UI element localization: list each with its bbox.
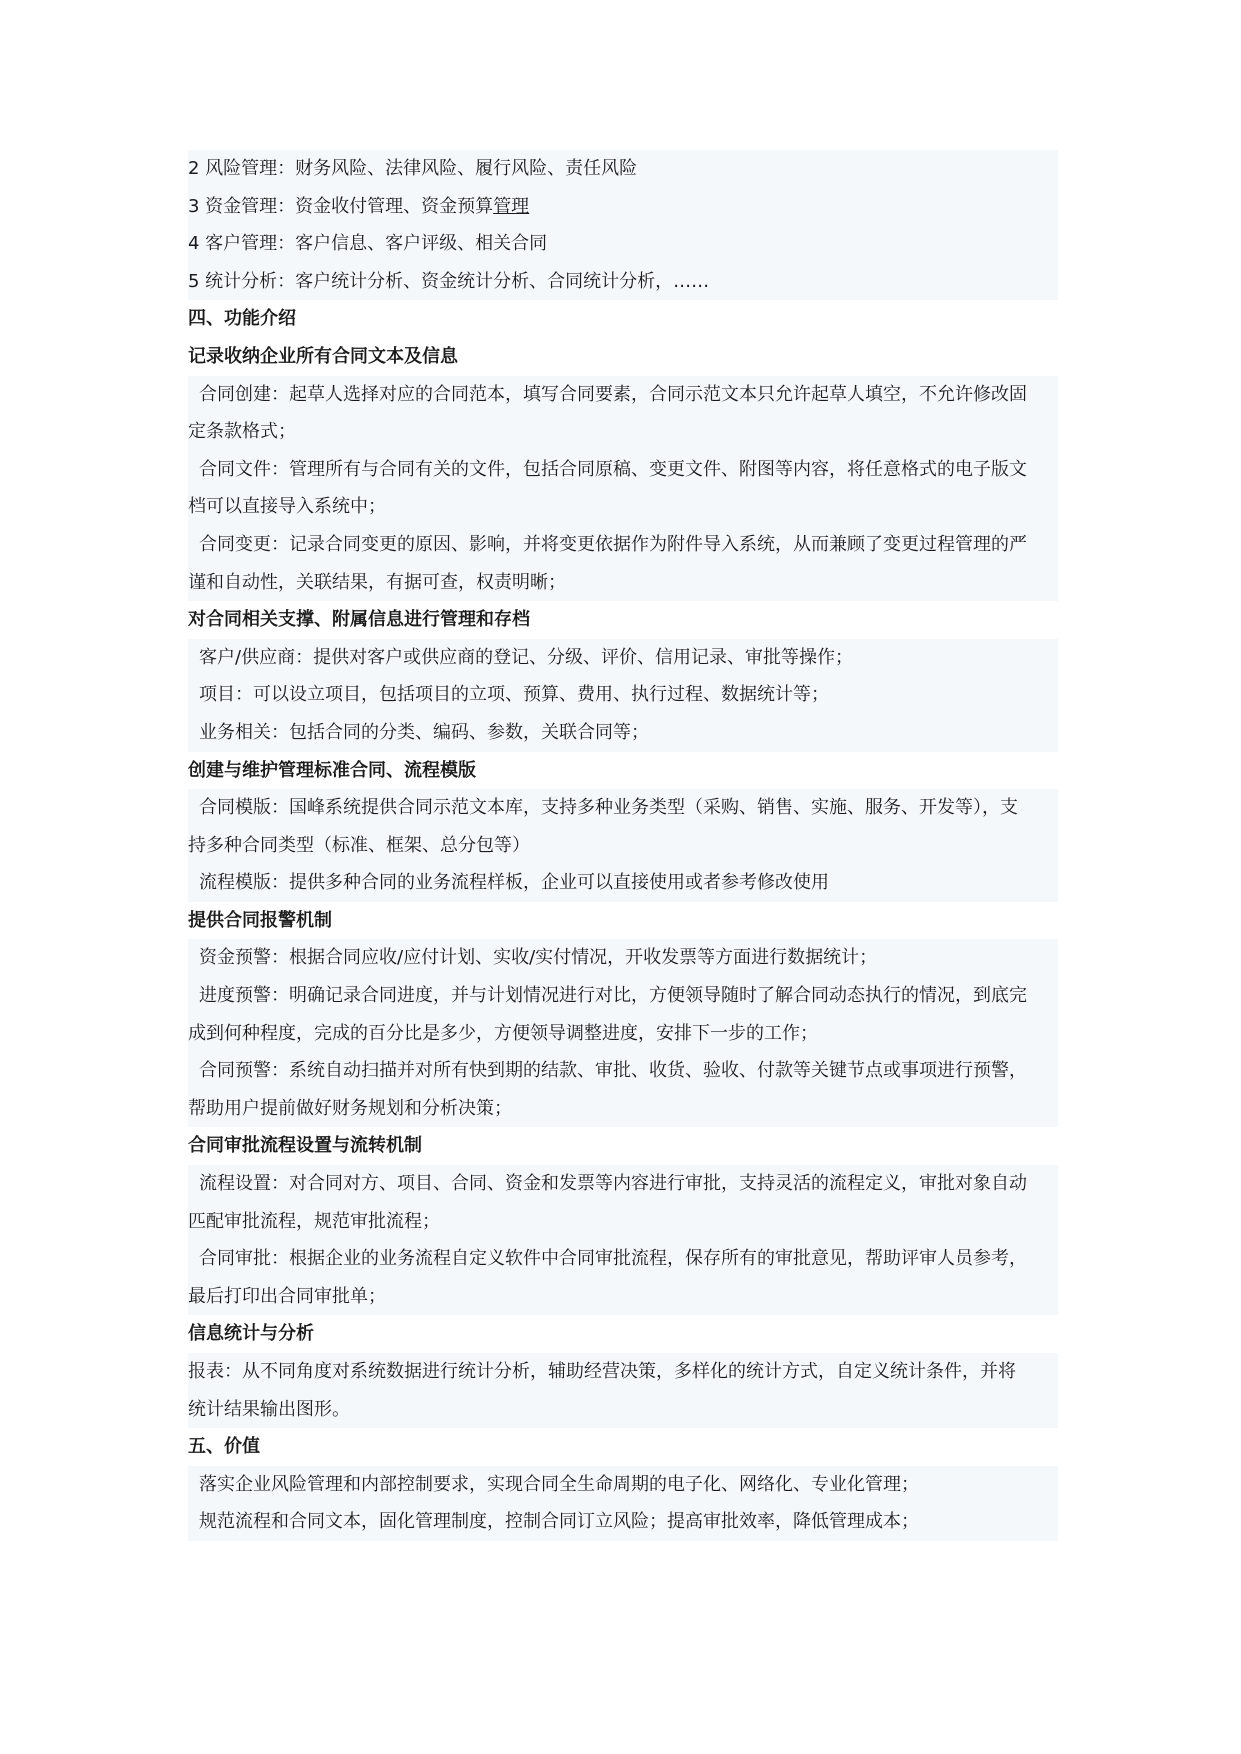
- subheading-templates: 创建与维护管理标准合同、流程模版: [188, 759, 476, 781]
- paragraph-line: 资金预警：根据合同应收/应付计划、实收/实付情况，开收发票等方面进行数据统计；: [188, 939, 1058, 977]
- paragraph-line: 报表：从不同角度对系统数据进行统计分析，辅助经营决策，多样化的统计方式，自定义统计条件，并将: [188, 1353, 1058, 1391]
- paragraph-line: 项目：可以设立项目，包括项目的立项、预算、费用、执行过程、数据统计等；: [188, 676, 1058, 714]
- capital-link[interactable]: 管理: [493, 195, 530, 217]
- subheading-statistics: 信息统计与分析: [188, 1323, 314, 1345]
- list-item-customer: 4 客户管理：客户信息、客户评级、相关合同: [188, 225, 1058, 263]
- paragraph-line: 流程设置：对合同对方、项目、合同、资金和发票等内容进行审批，支持灵活的流程定义，审批对象自动: [188, 1165, 1058, 1203]
- paragraph-line: 流程模版：提供多种合同的业务流程样板，企业可以直接使用或者参考修改使用: [188, 864, 1058, 902]
- paragraph-line: 规范流程和合同文本，固化管理制度，控制合同订立风险；提高审批效率，降低管理成本；: [188, 1503, 1058, 1541]
- subheading-records: 记录收纳企业所有合同文本及信息: [188, 345, 458, 367]
- subheading-archive: 对合同相关支撑、附属信息进行管理和存档: [188, 609, 530, 631]
- list-item-capital: [188, 188, 1058, 226]
- list-item-risk: 2 风险管理：财务风险、法律风险、履行风险、责任风险: [188, 150, 1058, 188]
- capital-text: 3 资金管理：资金收付管理、资金预算: [188, 195, 494, 217]
- paragraph-line: 档可以直接导入系统中；: [188, 488, 1058, 526]
- document-body: [188, 150, 1058, 1541]
- paragraph-line: 匹配审批流程，规范审批流程；: [188, 1203, 1058, 1241]
- paragraph-line: 成到何种程度，完成的百分比是多少，方便领导调整进度，安排下一步的工作；: [188, 1015, 1058, 1053]
- paragraph-line: 统计结果输出图形。: [188, 1391, 1058, 1429]
- paragraph-line: 谨和自动性，关联结果，有据可查，权责明晰；: [188, 564, 1058, 602]
- paragraph-line: 客户/供应商：提供对客户或供应商的登记、分级、评价、信用记录、审批等操作；: [188, 639, 1058, 677]
- paragraph-line: 进度预警：明确记录合同进度，并与计划情况进行对比，方便领导随时了解合同动态执行的情况，到底完: [188, 977, 1058, 1015]
- section-heading-4: 四、功能介绍: [188, 308, 296, 330]
- paragraph-line: 落实企业风险管理和内部控制要求，实现合同全生命周期的电子化、网络化、专业化管理；: [188, 1466, 1058, 1504]
- paragraph-line: 合同文件：管理所有与合同有关的文件，包括合同原稿、变更文件、附图等内容，将任意格式的电子版文: [188, 451, 1058, 489]
- paragraph-line: 最后打印出合同审批单；: [188, 1278, 1058, 1316]
- paragraph-line: 合同变更：记录合同变更的原因、影响，并将变更依据作为附件导入系统，从而兼顾了变更过程管理的严: [188, 526, 1058, 564]
- subheading-alarm: 提供合同报警机制: [188, 909, 332, 931]
- paragraph-line: 合同模版：国峰系统提供合同示范文本库，支持多种业务类型（采购、销售、实施、服务、开发等），支: [188, 789, 1058, 827]
- paragraph-line: 定条款格式；: [188, 413, 1058, 451]
- list-item-stats: 5 统计分析：客户统计分析、资金统计分析、合同统计分析，……: [188, 263, 1058, 301]
- paragraph-line: 合同创建：起草人选择对应的合同范本，填写合同要素，合同示范文本只允许起草人填空，不允许修改固: [188, 376, 1058, 414]
- subheading-approval: 合同审批流程设置与流转机制: [188, 1135, 422, 1157]
- paragraph-line: 业务相关：包括合同的分类、编码、参数，关联合同等；: [188, 714, 1058, 752]
- section-heading-5: 五、价值: [188, 1436, 260, 1458]
- paragraph-line: 合同审批：根据企业的业务流程自定义软件中合同审批流程，保存所有的审批意见，帮助评审人员参考，: [188, 1240, 1058, 1278]
- paragraph-line: 合同预警：系统自动扫描并对所有快到期的结款、审批、收货、验收、付款等关键节点或事项进行预警，: [188, 1052, 1058, 1090]
- paragraph-line: 持多种合同类型（标准、框架、总分包等）: [188, 827, 1058, 865]
- paragraph-line: 帮助用户提前做好财务规划和分析决策；: [188, 1090, 1058, 1128]
